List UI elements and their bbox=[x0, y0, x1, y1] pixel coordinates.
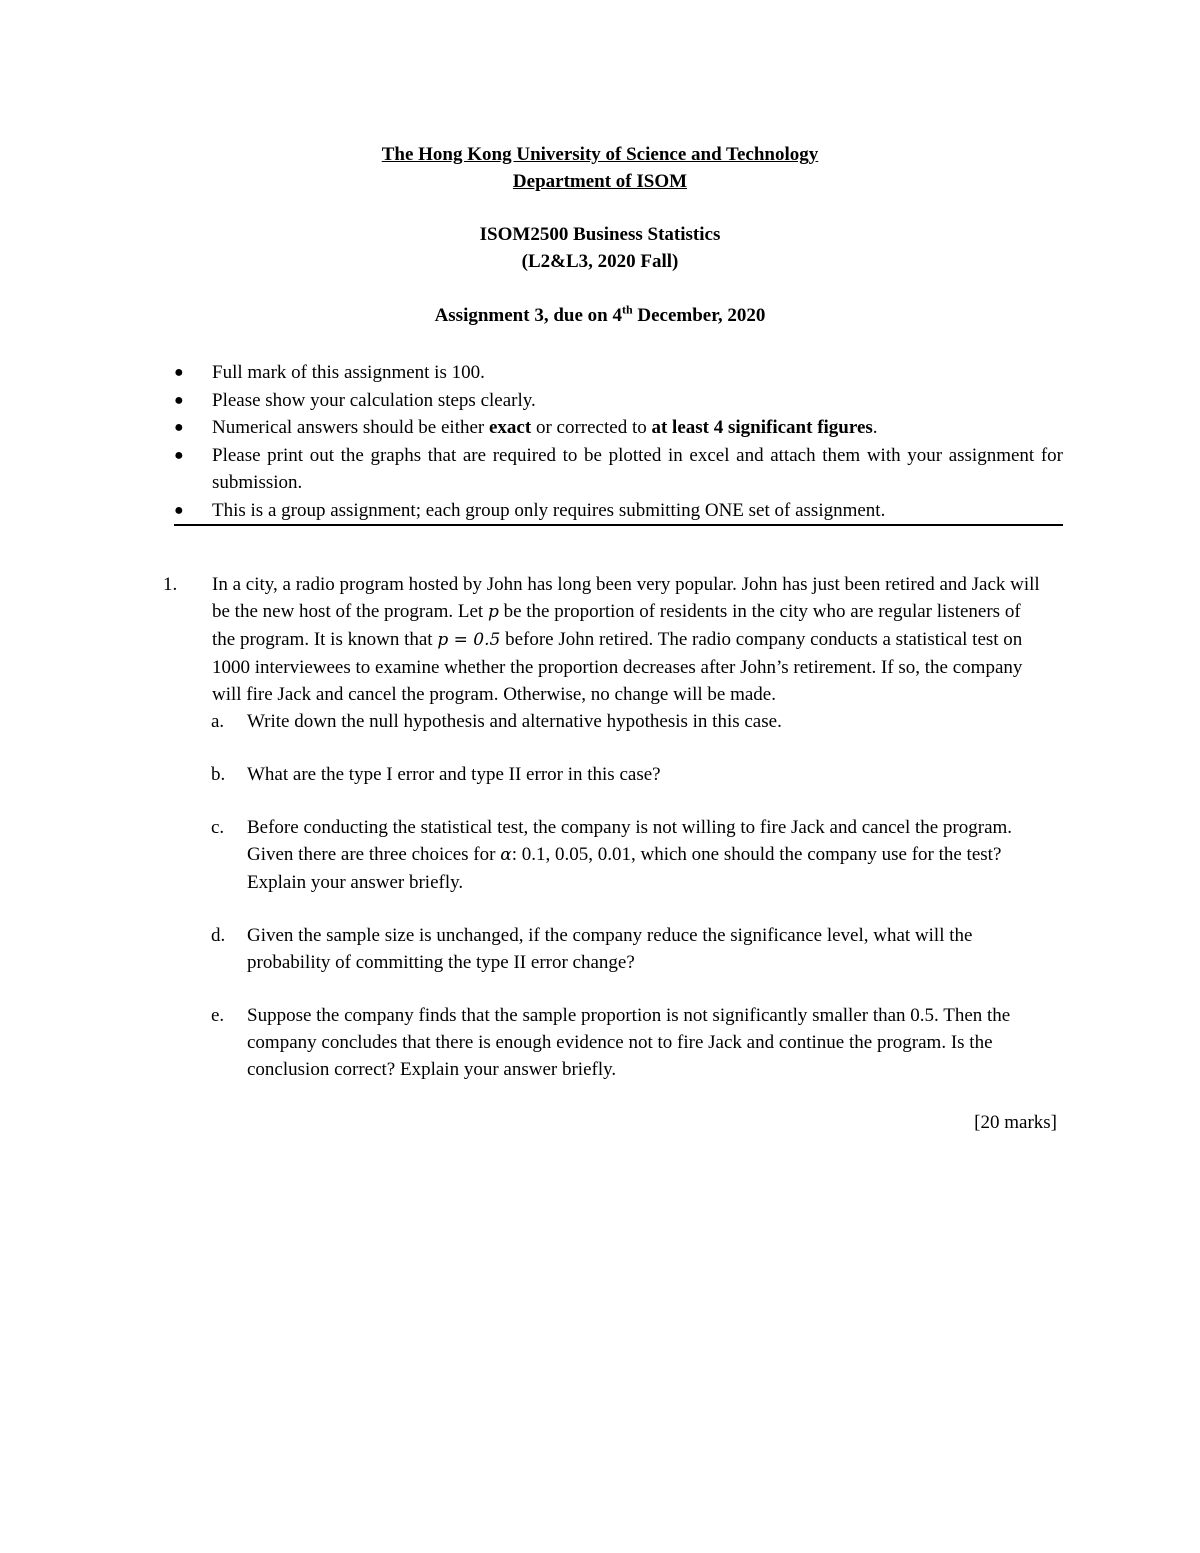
bullet-icon: ● bbox=[174, 391, 184, 409]
instruction-item bbox=[174, 442, 1063, 497]
instruction-emphasis-exact: exact bbox=[489, 417, 532, 438]
question-stem bbox=[212, 571, 1044, 708]
assignment-title bbox=[0, 303, 1200, 329]
instruction-text: This is a group assignment; each group only requires submitting ONE set of assignment. bbox=[212, 499, 886, 521]
subquestion-text: Before conducting the statistical test, the company is not willing to fire Jack and cancel the program. Given there are three choices for bbox=[247, 817, 1013, 865]
question-marks: [20 marks] bbox=[974, 1112, 1057, 1133]
subquestion-a bbox=[211, 708, 1033, 735]
subquestion-e bbox=[211, 1002, 1033, 1083]
university-name: The Hong Kong University of Science and Technology bbox=[381, 144, 819, 165]
instruction-item bbox=[174, 497, 1063, 525]
subquestion-label: d. bbox=[211, 925, 226, 946]
instruction-text: Numerical answers should be either bbox=[212, 417, 489, 438]
math-p-equation: p = 0.5 bbox=[437, 630, 501, 650]
section-divider bbox=[174, 524, 1063, 526]
subquestion-text: Given the sample size is unchanged, if the company reduce the significance level, what will the probability of committing the type II error change? bbox=[247, 925, 973, 973]
question-stem-text: In a city, a radio program hosted by John has long been very popular. John has just been retired and Jack will be the new host of the program. Let bbox=[212, 574, 1040, 622]
instruction-emphasis-sigfig: at least 4 significant figures bbox=[651, 417, 873, 438]
bullet-icon: ● bbox=[174, 446, 184, 464]
subquestion-label: b. bbox=[211, 764, 226, 785]
course-title: ISOM2500 Business Statistics bbox=[479, 224, 721, 245]
assignment-title-post: December, 2020 bbox=[632, 305, 766, 326]
university-title bbox=[0, 142, 1200, 168]
subquestion-text: Suppose the company finds that the sample proportion is not significantly smaller than 0.5. Then the company concludes that there is enough evidence not to fire Jack and continue the program. Is the conclusion correct? Explain your answer briefly. bbox=[247, 1005, 1011, 1080]
instruction-item bbox=[174, 387, 1063, 415]
bullet-icon: ● bbox=[174, 501, 184, 519]
subquestion-text: What are the type I error and type II error in this case? bbox=[247, 764, 661, 785]
subquestion-c bbox=[211, 814, 1033, 896]
bullet-icon: ● bbox=[174, 419, 184, 436]
subquestion-text: : 0.1, 0.05, 0.01, which one should the company use for the test? Explain your answer briefly. bbox=[247, 844, 1002, 893]
assignment-title-sup: th bbox=[621, 302, 633, 317]
question-number: 1. bbox=[163, 574, 178, 595]
subquestion-label: c. bbox=[211, 817, 225, 838]
instruction-text: Full mark of this assignment is 100. bbox=[212, 362, 485, 383]
question-1 bbox=[163, 571, 1063, 1083]
subquestion-d bbox=[211, 922, 1033, 976]
question-stem-text: be the proportion of residents in the city who are regular listeners of the program. It is known that bbox=[212, 601, 1021, 650]
instruction-item bbox=[174, 414, 1063, 442]
subquestion-b bbox=[211, 761, 1033, 788]
math-p: p bbox=[487, 602, 499, 622]
bullet-icon: ● bbox=[174, 364, 184, 381]
subquestion-text: Write down the null hypothesis and alternative hypothesis in this case. bbox=[247, 711, 782, 732]
subquestion-label: e. bbox=[211, 1005, 225, 1026]
math-alpha: α bbox=[500, 845, 512, 865]
instruction-text: Please show your calculation steps clearly. bbox=[212, 389, 536, 411]
instruction-text: Please print out the graphs that are required to be plotted in excel and attach them with your assignment for submission. bbox=[212, 444, 1063, 493]
department-name: Department of ISOM bbox=[512, 171, 688, 192]
instruction-text: or corrected to bbox=[531, 417, 652, 438]
course-section: (L2&L3, 2020 Fall) bbox=[521, 251, 679, 272]
department-title bbox=[0, 169, 1200, 195]
instruction-item bbox=[174, 359, 1063, 387]
subquestion-label: a. bbox=[211, 711, 225, 732]
assignment-title-pre: Assignment 3, due on 4 bbox=[434, 305, 622, 326]
instructions-list bbox=[174, 359, 1063, 524]
instruction-text: . bbox=[872, 417, 878, 438]
question-stem-text: before John retired. The radio company conducts a statistical test on 1000 interviewees to examine whether the proportion decreases after John’s retirement. If so, the company will fire Jack and cancel the program. Otherwise, no change will be made. bbox=[212, 629, 1023, 705]
